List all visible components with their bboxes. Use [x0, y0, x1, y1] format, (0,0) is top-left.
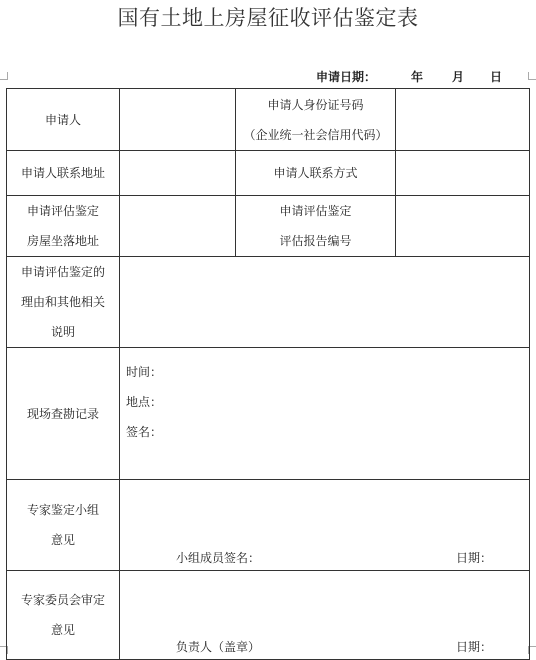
survey-label: 现场查勘记录	[26, 406, 99, 421]
committee-label-line1: 专家委员会审定	[20, 593, 105, 607]
expert-group-label-line2: 意见	[50, 533, 75, 547]
application-date-line	[0, 68, 536, 86]
committee-label-cell	[7, 571, 120, 660]
expert-group-label-line1: 专家鉴定小组	[26, 503, 99, 517]
property-row	[7, 196, 530, 257]
credit-code-label: （企业统一社会信用代码）	[243, 127, 388, 142]
reason-label-line1: 申请评估鉴定的	[20, 265, 105, 279]
address-row	[7, 151, 530, 196]
address-value-cell[interactable]	[120, 151, 236, 196]
contact-method-label: 申请人联系方式	[273, 166, 358, 180]
id-number-label-cell	[236, 89, 396, 151]
committee-date-label: 日期：	[456, 640, 493, 654]
date-year-label: 年	[411, 70, 424, 84]
committee-row	[7, 571, 530, 660]
reason-label-line2: 理由和其他相关	[20, 295, 105, 309]
contact-address-label: 申请人联系地址	[20, 166, 105, 180]
contact-method-label-cell	[236, 151, 396, 196]
survey-time-label: 时间：	[126, 365, 163, 379]
survey-sign-label: 签名：	[126, 425, 163, 439]
property-label-line1: 申请评估鉴定	[26, 204, 99, 218]
form-title: 国有土地上房屋征收评估鉴定表	[117, 6, 419, 30]
id-number-value-cell[interactable]	[396, 89, 530, 151]
property-label-line2: 房屋坐落地址	[26, 234, 99, 248]
survey-record-cell[interactable]	[120, 348, 530, 480]
reason-row	[7, 257, 530, 348]
expert-group-label-cell	[7, 480, 120, 571]
committee-opinion-cell[interactable]	[120, 571, 530, 660]
members-sign-label: 小组成员签名：	[176, 551, 261, 565]
report-number-label-cell	[236, 196, 396, 257]
committee-label-line2: 意见	[50, 623, 75, 637]
address-label-cell	[7, 151, 120, 196]
property-address-label-cell	[7, 196, 120, 257]
applicant-label: 申请人	[44, 112, 81, 127]
expert-group-row	[7, 480, 530, 571]
applicant-row	[7, 89, 530, 151]
applicant-label-cell	[7, 89, 120, 151]
survey-row	[7, 348, 530, 480]
application-date-label: 申请日期：	[316, 70, 377, 84]
reason-label-cell	[7, 257, 120, 348]
report-label-line2: 评估报告编号	[279, 234, 352, 248]
survey-label-cell	[7, 348, 120, 480]
survey-place-label: 地点：	[126, 395, 163, 409]
applicant-value-cell[interactable]	[120, 89, 236, 151]
responsible-person-label: 负责人（盖章）	[176, 640, 261, 654]
reason-value-cell[interactable]	[120, 257, 530, 348]
id-number-label: 申请人身份证号码	[267, 97, 364, 112]
reason-label-line3: 说明	[50, 325, 75, 339]
appraisal-form-table	[6, 88, 530, 660]
contact-method-value-cell[interactable]	[396, 151, 530, 196]
expert-group-date-label: 日期：	[456, 551, 493, 565]
expert-group-opinion-cell[interactable]	[120, 480, 530, 571]
report-number-value-cell[interactable]	[396, 196, 530, 257]
report-label-line1: 申请评估鉴定	[279, 204, 352, 218]
property-address-value-cell[interactable]	[120, 196, 236, 257]
date-month-label: 月	[452, 70, 465, 84]
date-day-label: 日	[490, 70, 503, 84]
